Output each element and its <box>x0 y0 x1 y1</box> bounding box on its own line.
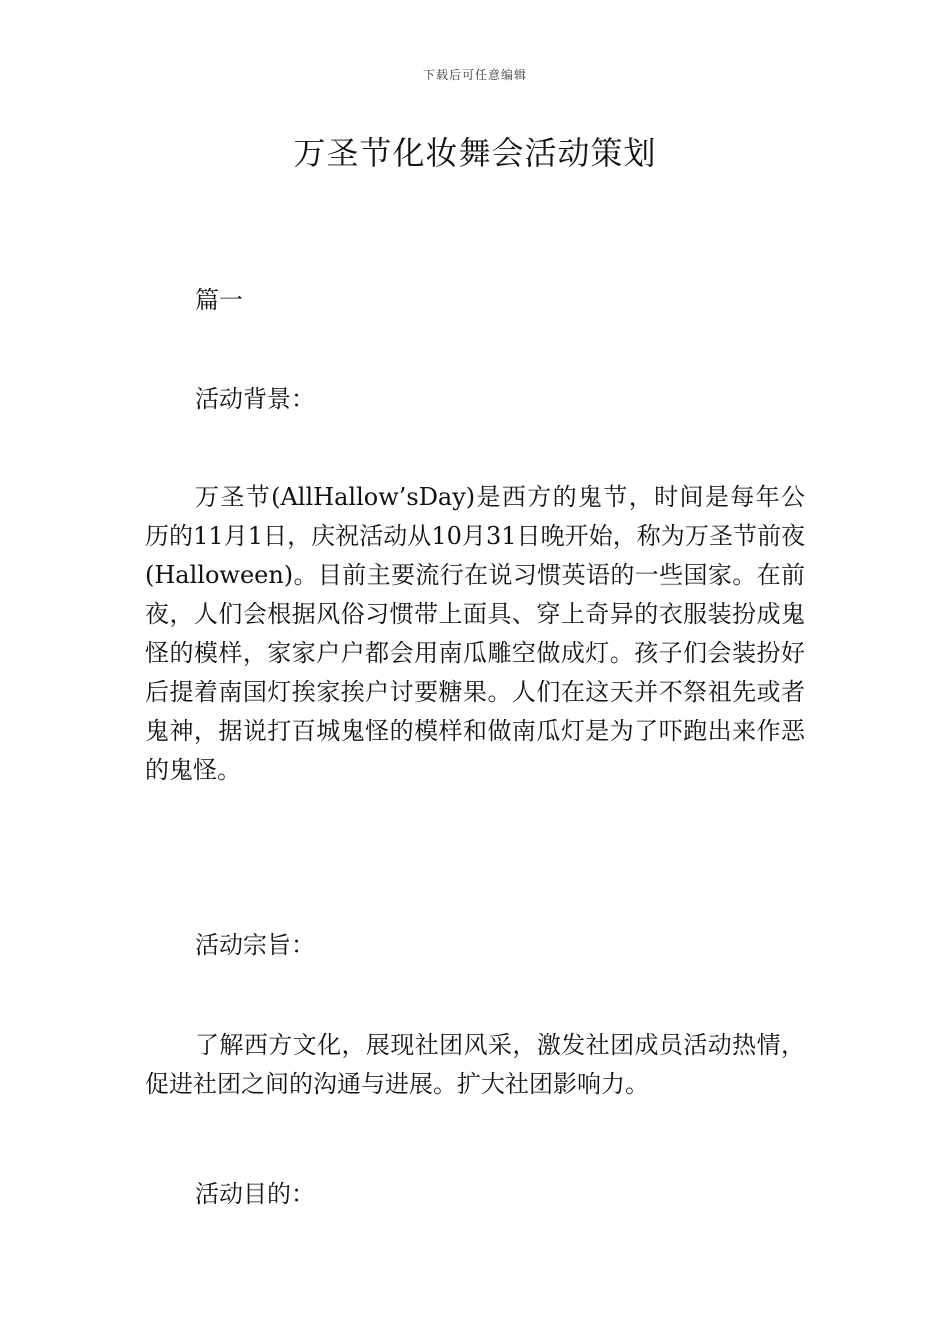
background-paragraph-block <box>145 478 805 790</box>
page-header-note: 下载后可任意编辑 <box>422 68 527 82</box>
background-heading: 活动背景： <box>195 385 315 413</box>
section-label-block <box>145 281 805 320</box>
background-paragraph: 万圣节(AllHallow’sDay)是西方的鬼节，时间是每年公历的11月1日，庆祝活动从10月31日晚开始，称为万圣节前夜(Halloween)。目前主要流行在说习惯英语的一些国家。在前夜，人们会根据风俗习惯带上面具、穿上奇异的衣服装扮成鬼怪的模样，家家户户都会用南瓜雕空做成灯。孩子们会装扮好后提着南国灯挨家挨户讨要糖果。人们在这天并不祭祖先或者鬼神，据说打百城鬼怪的模样和做南瓜灯是为了吓跑出来作恶的鬼怪。 <box>145 483 805 784</box>
purpose-heading-block <box>145 926 805 965</box>
purpose-heading: 活动宗旨： <box>195 931 315 959</box>
section-label: 篇一 <box>195 286 243 314</box>
purpose-paragraph-block <box>145 1026 805 1104</box>
goal-heading: 活动目的： <box>195 1180 315 1208</box>
purpose-paragraph: 了解西方文化，展现社团风采，激发社团成员活动热情，促进社团之间的沟通与进展。扩大社团影响力。 <box>145 1031 805 1098</box>
goal-heading-block <box>145 1175 805 1214</box>
document-title: 万圣节化妆舞会活动策划 <box>293 134 657 172</box>
background-heading-block <box>145 380 805 419</box>
